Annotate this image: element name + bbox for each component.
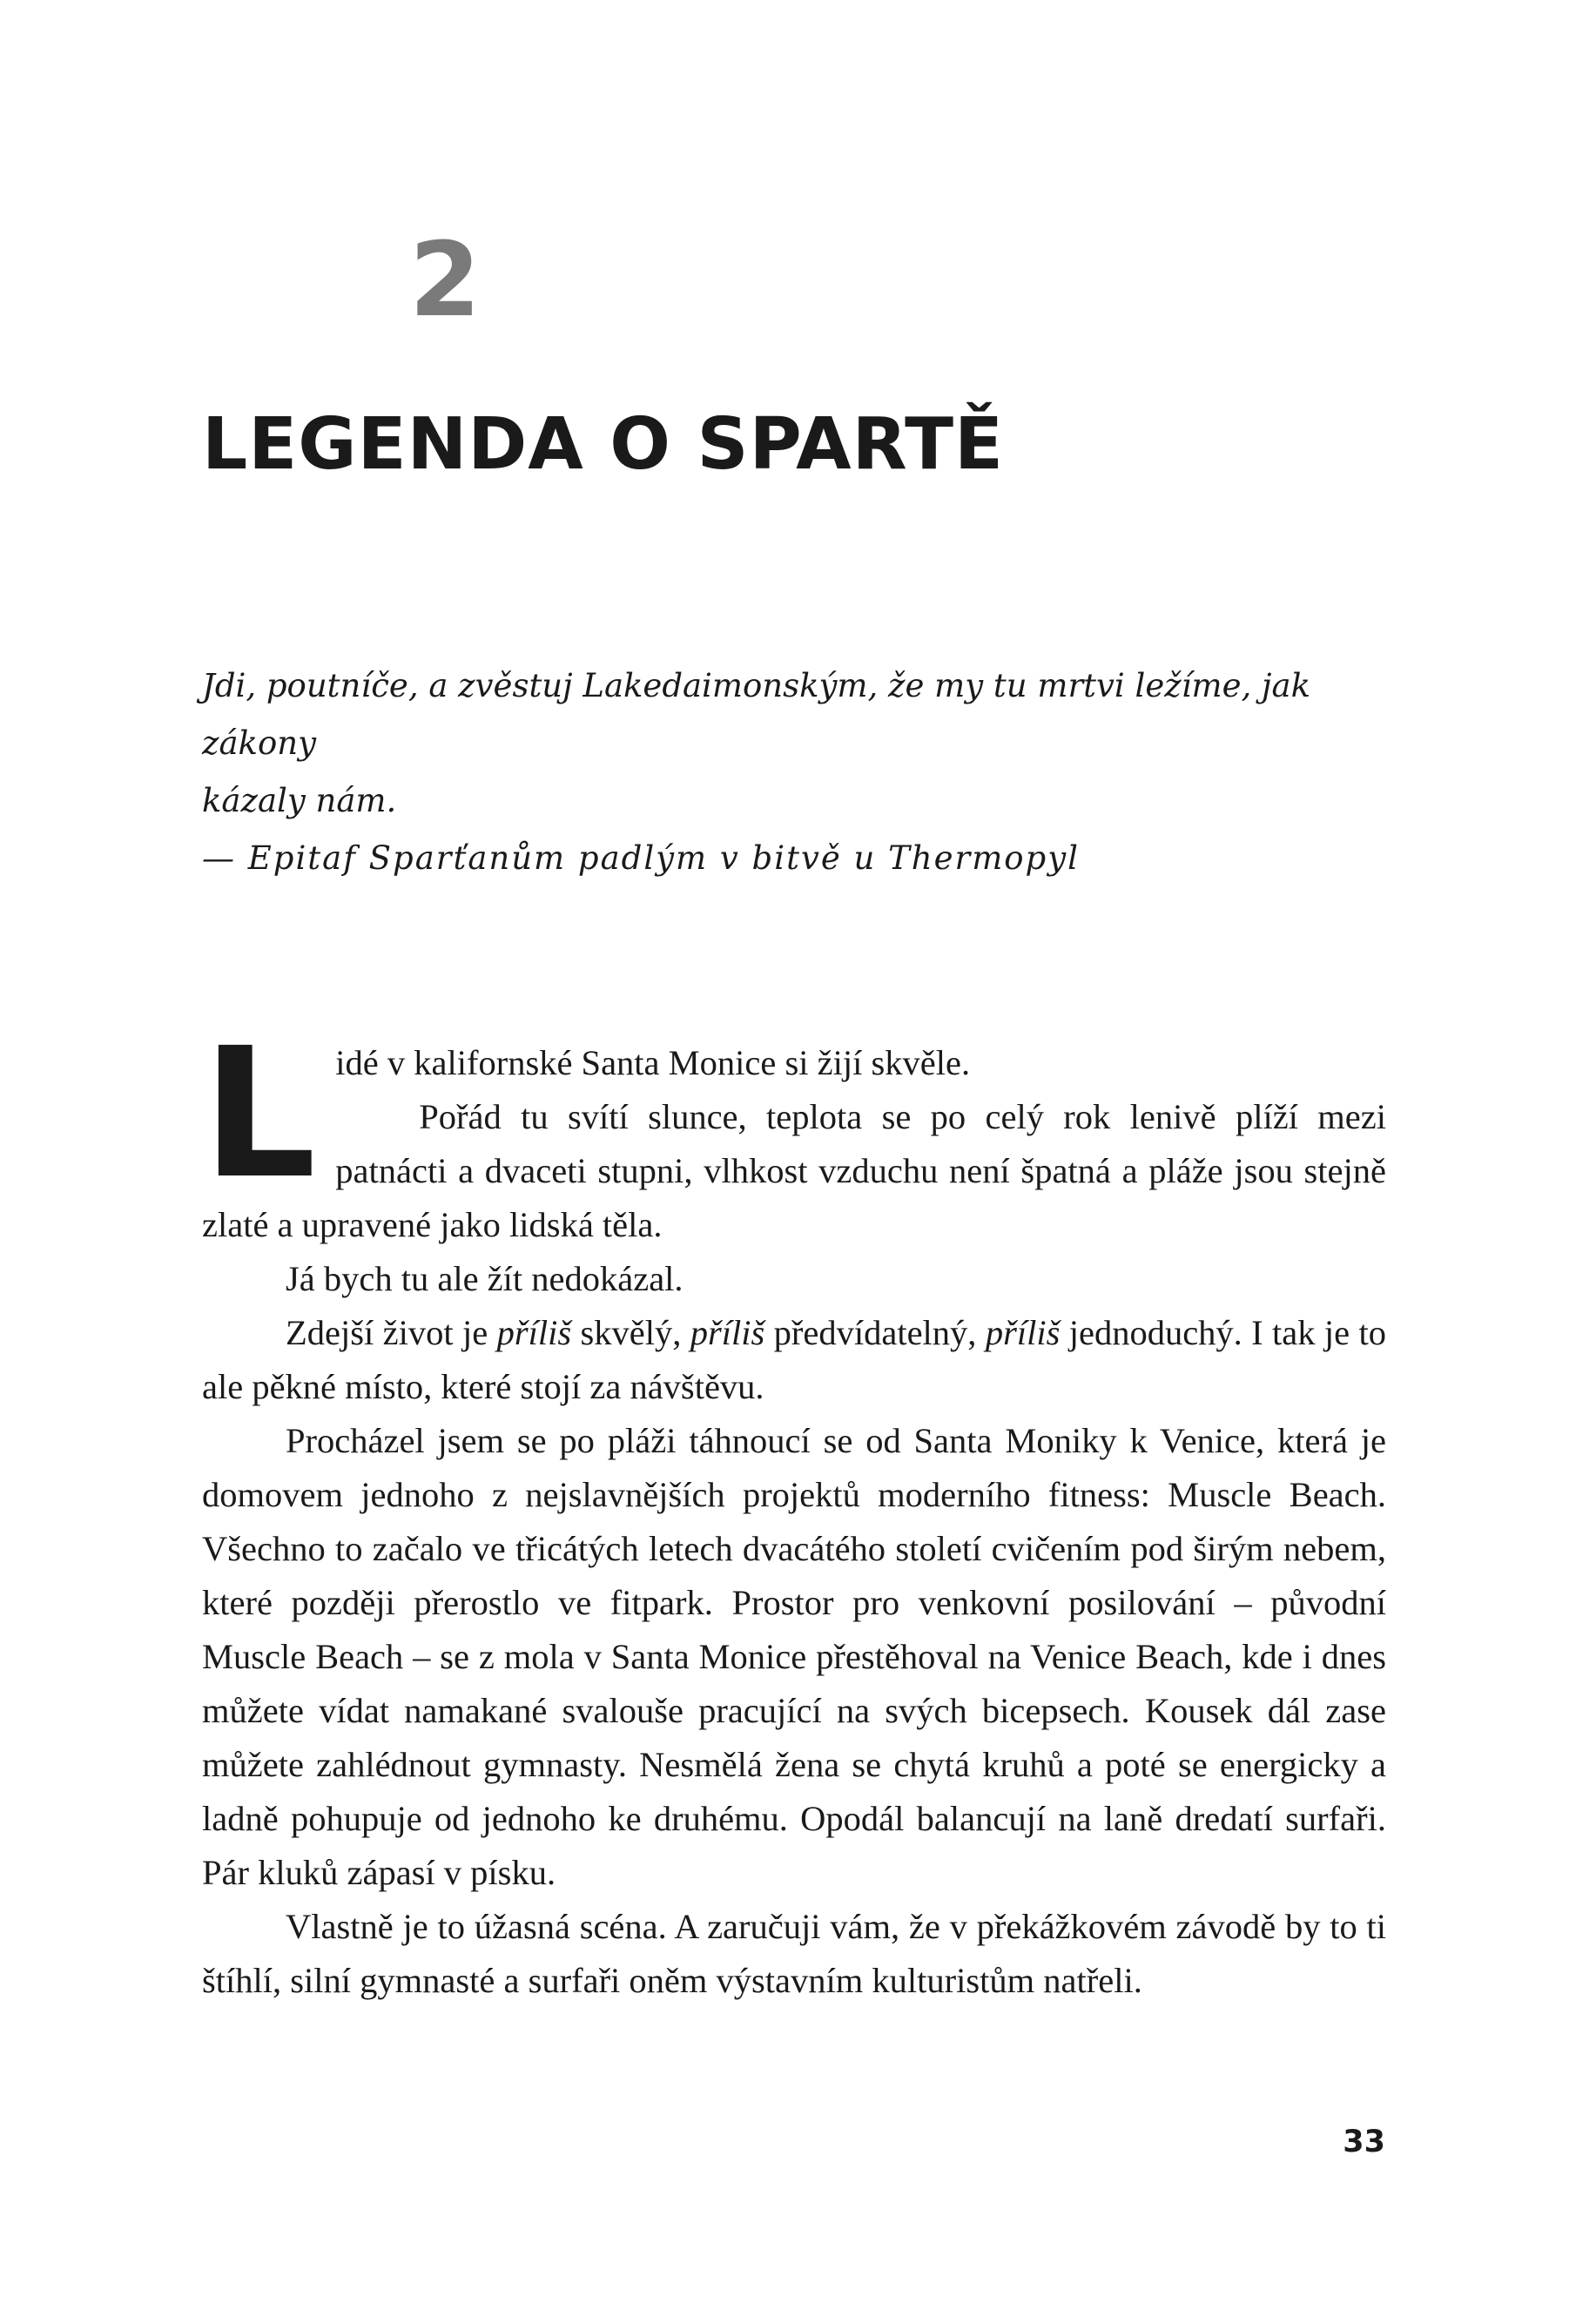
paragraph-1-text: idé v kalifornské Santa Monice si žijí skvěle. (335, 1043, 971, 1082)
page-number: 33 (1343, 2125, 1385, 2159)
chapter-body (202, 1009, 1386, 2008)
paragraph-4-text-a: Zdejší život je (286, 1313, 497, 1352)
epigraph-quote-line2: kázaly nám. (202, 782, 397, 819)
paragraph-5: Procházel jsem se po pláži táhnoucí se od Santa Moniky k Venice, která je domovem jednoho z nejslavnějších projektů moderního fitness: Muscle Beach. Všechno to začalo ve třicátých letech dvacátého století cvičením pod širým nebem, které později přerostlo ve fitpark. Prostor pro venkovní posilování – původní Muscle Beach – se z mola v Santa Monice přestěhoval na Venice Beach, kde i dnes můžete vídat namakané svalouše pracující na svých bicepsech. Kousek dál zase můžete zahlédnout gymnasty. Nesmělá žena se chytá kruhů a poté se energicky a ladně pohupuje od jednoho ke druhému. Opodál balancují na laně dredatí surfaři. Pár kluků zápasí v písku. (202, 1421, 1386, 1892)
paragraph-4 (202, 1306, 1386, 1414)
paragraph-2: Pořád tu svítí slunce, teplota se po celý rok lenivě plíží mezi patnácti a dvaceti stupni, vlhkost vzduchu není špatná a pláže jsou stejně zlaté a upravené jako lidská těla. (202, 1097, 1386, 1244)
emphasis-prilis-3: příliš (985, 1313, 1061, 1352)
paragraph-4-text-d: jednoduchý. I tak je to ale pěkné místo, které stojí za návštěvu. (202, 1313, 1386, 1406)
emphasis-prilis-2: příliš (690, 1313, 765, 1352)
paragraph-4-text-c: předvídatelný, (764, 1313, 986, 1352)
paragraph-3: Já bych tu ale žít nedokázal. (286, 1259, 684, 1298)
epigraph (202, 657, 1386, 887)
epigraph-attribution: — Epitaf Sparťanům padlým v bitvě u Thermopyl (202, 839, 1080, 877)
paragraph-6: Vlastně je to úžasná scéna. A zaručuji vám, že v překážkovém závodě by to ti štíhlí, silní gymnasté a surfaři oněm výstavním kulturistům natřeli. (202, 1907, 1386, 2000)
chapter-title: LEGENDA O SPARTĚ (202, 403, 1005, 486)
paragraph-4-text-b: skvělý, (571, 1313, 690, 1352)
epigraph-quote-line1: Jdi, poutníče, a zvěstuj Lakedaimonským, že my tu mrtvi ležíme, jak zákony (202, 667, 1311, 762)
chapter-number: 2 (409, 219, 481, 340)
drop-cap: L (202, 1009, 317, 1218)
emphasis-prilis-1: příliš (496, 1313, 572, 1352)
epigraph-quote (202, 657, 1386, 830)
